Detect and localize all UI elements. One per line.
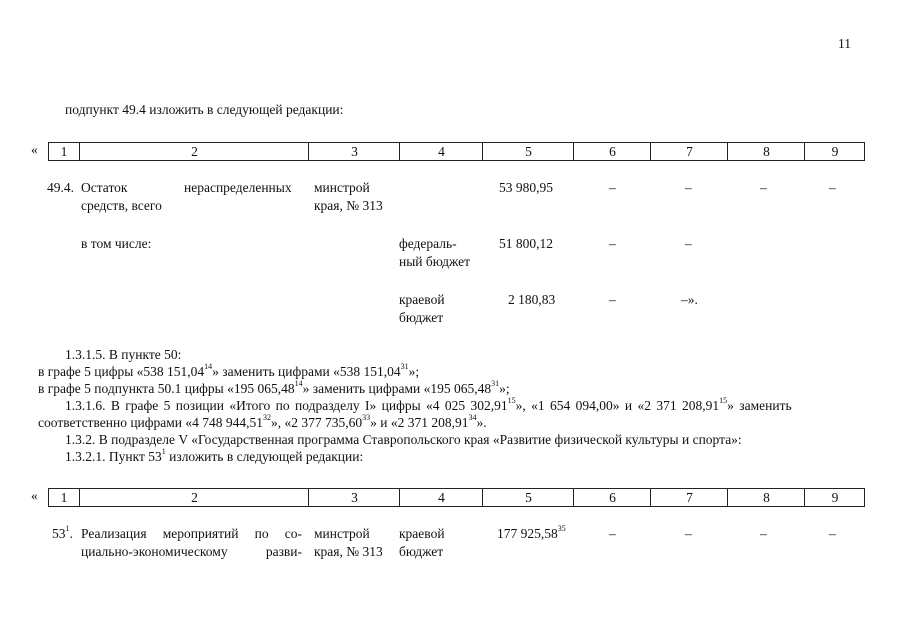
column-header: 7 <box>650 489 728 506</box>
column-header: 1 <box>60 144 68 159</box>
dash: – <box>609 236 616 251</box>
executor: края, № 313 <box>314 198 383 213</box>
dash: – <box>829 526 836 541</box>
executor: края, № 313 <box>314 544 383 559</box>
column-header: 4 <box>399 489 483 506</box>
paragraph: в графе 5 подпункта 50.1 цифры «195 065,48$^{14}$» заменить цифрами «195 065,48$^{31}$»; <box>38 379 510 396</box>
paragraph: в графе 5 цифры «538 151,04$^{14}$» заменить цифрами «538 151,04$^{31}$»; <box>38 362 420 379</box>
open-quote: « <box>31 488 38 503</box>
source: краевой <box>399 292 445 307</box>
executor: минстрой <box>314 526 370 541</box>
amount: 2 180,83 <box>508 292 556 307</box>
row-number: 49.4. <box>47 180 74 195</box>
column-header: 6 <box>573 143 651 160</box>
dash: – <box>760 180 767 195</box>
paragraph: 1.3.1.5. В пункте 50: <box>65 347 182 362</box>
column-header: 1 <box>60 490 68 505</box>
amount: 51 800,12 <box>499 236 553 251</box>
amount: 177 925,58$^{35}$ <box>497 524 566 541</box>
paragraph: 1.3.1.6. В графе 5 позиции «Итого по подразделу I» цифры «4 025 302,91$^{15}$», «1 654 094,00» и «2 371 208,91$^{15}$» заменить <box>65 396 792 413</box>
source: федераль- <box>399 236 457 251</box>
source: ный бюджет <box>399 254 471 269</box>
column-header: 6 <box>573 489 651 506</box>
amount: 53 980,95 <box>499 180 553 195</box>
column-header-row <box>48 488 865 507</box>
row-name-line: циально-экономическому разви- <box>81 544 302 559</box>
column-header: 4 <box>399 143 483 160</box>
dash: – <box>609 526 616 541</box>
column-header: 5 <box>482 489 574 506</box>
executor: минстрой <box>314 180 370 195</box>
dash: – <box>685 180 692 195</box>
intro-text: подпункт 49.4 изложить в следующей редакции: <box>65 102 344 117</box>
column-header-row <box>48 142 865 161</box>
paragraph: 1.3.2.1. Пункт $53^1$ изложить в следующей редакции: <box>65 447 364 464</box>
column-header: 9 <box>804 143 865 160</box>
row-name-part: Остаток <box>81 180 128 195</box>
column-header: 2 <box>79 143 309 160</box>
dash: – <box>609 180 616 195</box>
column-header: 3 <box>308 143 400 160</box>
row-name-part: нераспределенных <box>184 180 292 195</box>
dash: – <box>760 526 767 541</box>
column-header: 2 <box>79 489 309 506</box>
dash: – <box>685 526 692 541</box>
column-header: 7 <box>650 143 728 160</box>
column-header: 9 <box>804 489 865 506</box>
column-header: 5 <box>482 143 574 160</box>
paragraph: 1.3.2. В подразделе V «Государственная программа Ставропольского края «Развитие физической культуры и спорта»: <box>65 432 742 447</box>
column-header: 8 <box>727 489 805 506</box>
dash: – <box>685 236 692 251</box>
source: бюджет <box>399 544 444 559</box>
page-number: 11 <box>838 36 851 51</box>
dash: – <box>829 180 836 195</box>
column-header: 8 <box>727 143 805 160</box>
dash-close-quote: –». <box>681 292 698 307</box>
column-header: 3 <box>308 489 400 506</box>
row-name-part: средств, всего <box>81 198 162 213</box>
paragraph: соответственно цифрами «4 748 944,51$^{32}$», «2 377 735,60$^{33}$» и «2 371 208,91$^{34}$». <box>38 413 487 430</box>
source: краевой <box>399 526 445 541</box>
open-quote: « <box>31 142 38 157</box>
row-number: $53^1$. <box>52 524 73 541</box>
dash: – <box>609 292 616 307</box>
source: бюджет <box>399 310 444 325</box>
including-label: в том числе: <box>81 236 152 251</box>
row-name-line: Реализация мероприятий по со- <box>81 526 302 541</box>
